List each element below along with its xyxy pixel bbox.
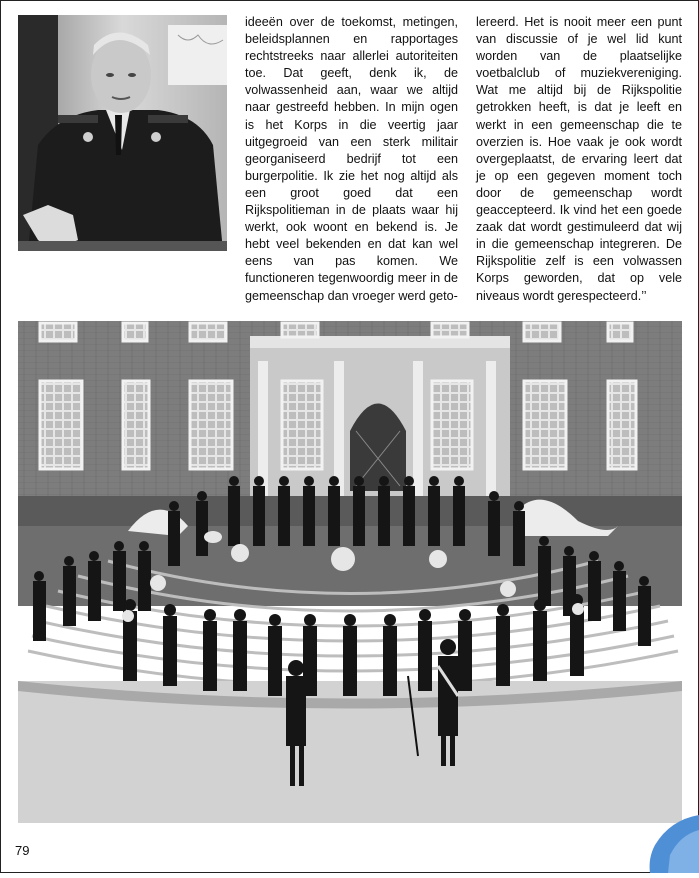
corner-badge-graphic	[630, 800, 699, 873]
article-column-2	[476, 14, 682, 305]
band-photo	[18, 321, 682, 823]
article-text-column-1: ideeën over de toekomst, metingen, beleidsplannen en rapportages rechtstreeks naar allerlei autoriteiten toe. Dat geeft, denk ik, de volwassenheid aan, waar we altijd naar gestreefd hebben. In mijn ogen is het Korps in die veertig jaar uitgegroeid van een sterk militair georganiseerd bedrijf tot een burgerpolitie. Ik zie het nog altijd als een groot goed dat een Rijkspolitieman in de plaats waar hij werkt, ook woont en bekend is. Je hebt veel bekenden en dat kan wel eens van pas komen. We functioneren tegenwoordig meer in de gemeenschap dan vroeger werd geto-	[245, 15, 458, 303]
page-number: 79	[15, 843, 30, 858]
article-column-1	[245, 14, 458, 305]
portrait-photo	[18, 15, 227, 251]
article-text-column-2: lereerd. Het is nooit meer een punt van discussie of je wel lid kunt worden van de plaatselijke voetbalclub of muziekvereniging. Wat me altijd bij de Rijkspolitie getrokken heeft, is dat je leeft en werkt in een gemeenschap die te overzien is. Hoe vaak je ook wordt overgeplaatst, de ervaring leert dat je op een gegeven moment toch door de gemeenschap wordt geaccepteerd. Ik vind het een goede zaak dat wordt gestimuleerd dat wij in die gemeenschap integreren. De Rijkspolitie zelf is een volwassen Korps geworden, dat op vele niveaus wordt gerespecteerd.’’	[476, 15, 682, 303]
